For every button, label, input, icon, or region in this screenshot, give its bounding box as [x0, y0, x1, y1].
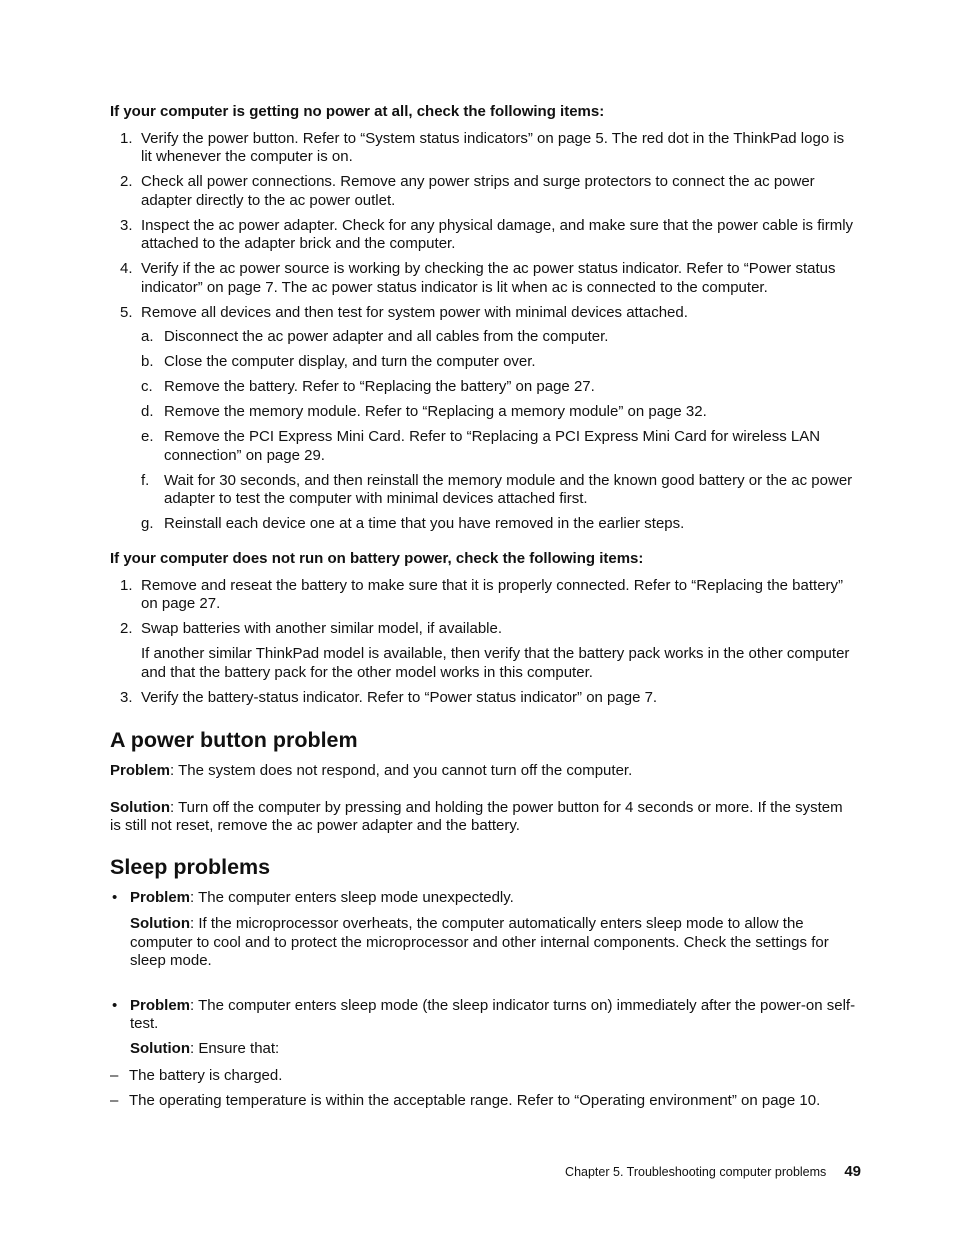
- list-item: [110, 173, 856, 210]
- sleep-problem-item: [110, 997, 856, 1059]
- power-button-heading: A power button problem: [110, 728, 358, 752]
- sleep-problem-body: [130, 997, 856, 1059]
- solution-text: : Turn off the computer by pressing and holding the power button for 4 seconds or more. If the system is still not reset, remove the ac power adapter and the battery.: [110, 798, 843, 834]
- bullet-marker: •: [112, 888, 118, 906]
- solution-text: : Ensure that:: [190, 1040, 280, 1057]
- bullet-marker: •: [112, 996, 118, 1014]
- sub-list-item: [141, 472, 856, 509]
- sub-list-letter: e.: [141, 428, 154, 445]
- list-item: [110, 130, 856, 167]
- sub-list-letter: a.: [141, 328, 154, 345]
- power-button-problem: [110, 762, 856, 781]
- problem-label: Problem: [130, 888, 191, 906]
- problem-text: : The computer enters sleep mode unexpectedly.: [190, 888, 514, 906]
- sub-list-item: [141, 428, 856, 465]
- list-item: [110, 260, 856, 297]
- sub-list-item: [141, 403, 856, 422]
- problem-text: : The computer enters sleep mode (the sleep indicator turns on) immediately after the power-on self-test.: [130, 996, 856, 1032]
- page-content: [110, 103, 856, 1117]
- sub-list-letter: c.: [141, 378, 153, 395]
- solution-text: : If the microprocessor overheats, the computer automatically enters sleep mode to allow the computer to cool and to protect the microprocessor and other internal components. Check the settings for sleep mode.: [130, 915, 829, 969]
- section-lead-battery: If your computer does not run on battery power, check the following items:: [110, 550, 644, 567]
- sleep-problems-heading: Sleep problems: [110, 854, 271, 879]
- list-item-note: If another similar ThinkPad model is available, then verify that the battery pack works in the other computer and that the battery pack for the other model works in this computer.: [141, 645, 850, 681]
- sub-list-text: Close the computer display, and turn the computer over.: [164, 353, 536, 370]
- sleep-problem: [130, 997, 856, 1034]
- dash-list-text: The operating temperature is within the acceptable range. Refer to “Operating environment” on page 10.: [129, 1091, 821, 1109]
- sleep-solution: [130, 915, 856, 971]
- list-item-body: [141, 304, 856, 541]
- no-power-checklist: [110, 130, 856, 541]
- list-number: 2.: [120, 620, 133, 637]
- sub-list-letter: d.: [141, 403, 154, 420]
- list-item-text: Verify if the ac power source is working by checking the ac power status indicator. Refer to “Power status indicator” on page 7. The ac power status indicator is lit when ac is connected to the computer.: [141, 260, 836, 296]
- list-number: 2.: [120, 173, 133, 190]
- list-item: [110, 620, 856, 682]
- list-item-text: Verify the power button. Refer to “System status indicators” on page 5. The red dot in the ThinkPad logo is lit whenever the computer is on.: [141, 129, 845, 165]
- battery-checklist: [110, 577, 856, 708]
- list-item-text: Check all power connections. Remove any power strips and surge protectors to connect the ac power adapter directly to the ac power outlet.: [141, 173, 815, 209]
- sub-list-text: Disconnect the ac power adapter and all cables from the computer.: [164, 328, 609, 345]
- sub-list-item: [141, 353, 856, 372]
- list-item-text: Verify the battery-status indicator. Refer to “Power status indicator” on page 7.: [141, 688, 658, 706]
- list-number: 3.: [120, 216, 133, 234]
- sleep-problem: [130, 889, 856, 908]
- sub-list-letter: b.: [141, 353, 154, 370]
- list-number: 1.: [120, 129, 133, 147]
- list-number: 5.: [120, 303, 133, 321]
- dash-marker: –: [110, 1066, 119, 1084]
- solution-label: Solution: [130, 1040, 190, 1057]
- sub-list-item: [141, 515, 856, 534]
- dash-marker: –: [110, 1091, 119, 1109]
- list-number: 3.: [120, 688, 133, 706]
- spacer: [110, 979, 856, 997]
- list-item: [110, 217, 856, 254]
- list-item-text: Remove all devices and then test for system power with minimal devices attached.: [141, 303, 688, 321]
- sub-list-text: Wait for 30 seconds, and then reinstall the memory module and the known good battery or the ac power adapter to test the computer with minimal devices attached first.: [164, 471, 853, 507]
- sub-list-text: Remove the PCI Express Mini Card. Refer to “Replacing a PCI Express Mini Card for wireless LAN connection” on page 29.: [164, 428, 821, 464]
- dash-list-item: [110, 1067, 856, 1086]
- sub-list-text: Remove the battery. Refer to “Replacing the battery” on page 27.: [164, 378, 595, 395]
- list-item: [110, 689, 856, 708]
- list-item-text: Remove and reseat the battery to make sure that it is properly connected. Refer to “Replacing the battery” on page 27.: [141, 576, 844, 612]
- sub-list-text: Reinstall each device one at a time that you have removed in the earlier steps.: [164, 515, 685, 532]
- list-item: [110, 577, 856, 614]
- sub-list-item: [141, 328, 856, 347]
- section-lead-no-power: If your computer is getting no power at all, check the following items:: [110, 103, 605, 120]
- chapter-title: Chapter 5. Troubleshooting computer problems: [565, 1165, 827, 1179]
- problem-label: Problem: [130, 996, 191, 1014]
- sleep-problem-item: [110, 889, 856, 971]
- list-number: 4.: [120, 260, 133, 277]
- list-item-body: [141, 620, 856, 682]
- minimal-devices-sublist: [141, 328, 856, 534]
- sub-list-letter: f.: [141, 471, 150, 489]
- solution-label: Solution: [110, 798, 170, 816]
- sleep-problem-body: [130, 889, 856, 971]
- problem-text: : The system does not respond, and you cannot turn off the computer.: [170, 762, 633, 779]
- list-item-text: Inspect the ac power adapter. Check for any physical damage, and make sure that the power cable is firmly attached to the adapter brick and the computer.: [141, 216, 854, 252]
- sub-list-letter: g.: [141, 515, 154, 532]
- page-number: 49: [844, 1163, 861, 1180]
- sleep-solution: [130, 1040, 856, 1059]
- problem-label: Problem: [110, 762, 171, 779]
- page-footer: [565, 1163, 861, 1182]
- dash-list-item: [110, 1092, 856, 1111]
- ensure-checklist: [110, 1067, 856, 1111]
- list-item: [110, 304, 856, 541]
- power-button-solution: [110, 799, 856, 836]
- sub-list-text: Remove the memory module. Refer to “Replacing a memory module” on page 32.: [164, 403, 707, 420]
- list-item-text: Swap batteries with another similar model, if available.: [141, 620, 503, 637]
- solution-label: Solution: [130, 915, 190, 932]
- sub-list-item: [141, 378, 856, 397]
- dash-list-text: The battery is charged.: [129, 1066, 283, 1084]
- list-number: 1.: [120, 576, 133, 594]
